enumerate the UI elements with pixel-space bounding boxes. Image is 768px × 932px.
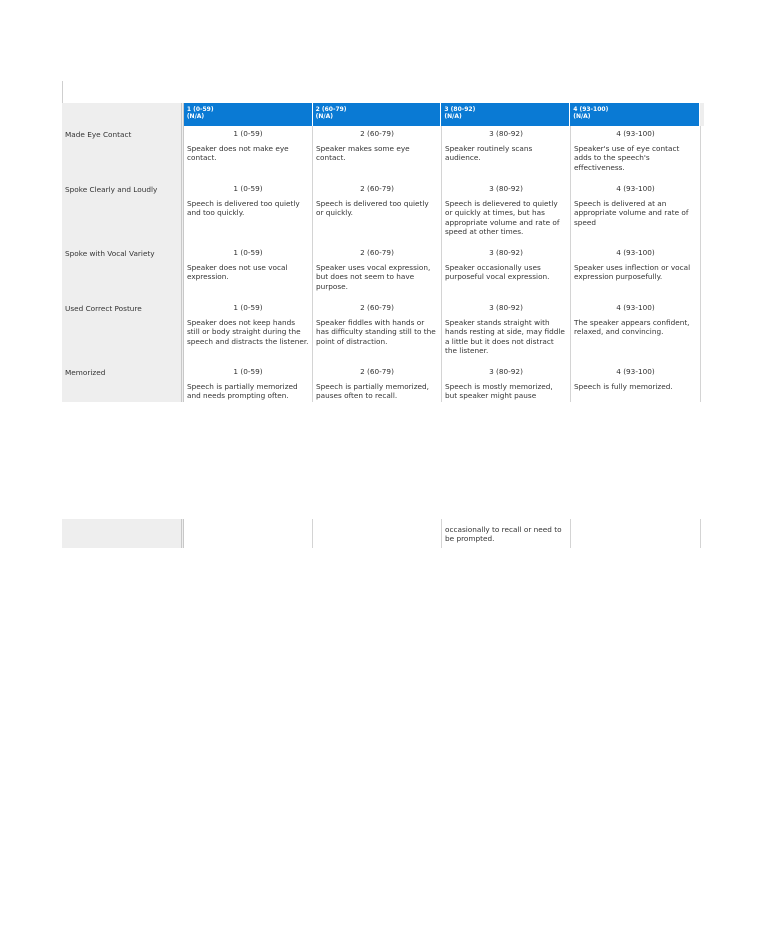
score-label: 4 (93-100) (616, 303, 655, 312)
cell-description: Speaker fiddles with hands or has difficulty standing still to the point of distraction. (316, 318, 436, 346)
header-row (62, 103, 704, 126)
score-label: 1 (0-59) (233, 129, 263, 138)
header-col-4: 4 (93-100) (N/A) (570, 103, 700, 126)
score-label: 3 (80-92) (489, 129, 523, 138)
rubric-cell (571, 126, 701, 181)
criterion-label: Spoke with Vocal Variety (62, 245, 184, 300)
table-row (62, 245, 704, 300)
cell-description: Speech is delivered at an appropriate volume and rate of speed (574, 199, 689, 227)
table-row (62, 519, 704, 548)
rubric-cell (313, 126, 442, 181)
cell-description: Speech is delivered too quietly or quickly. (316, 199, 429, 218)
score-label: 1 (0-59) (233, 303, 263, 312)
score-label: 2 (60-79) (360, 248, 394, 257)
header-corner (62, 103, 184, 126)
rubric-cell (313, 364, 442, 402)
rubric-cell (313, 519, 442, 548)
rubric-cell (184, 181, 313, 245)
rubric-cell (313, 245, 442, 300)
criterion-label: Used Correct Posture (62, 300, 184, 364)
rubric-table (62, 103, 704, 402)
score-label: 3 (80-92) (489, 303, 523, 312)
rubric-cell (442, 181, 571, 245)
table-row (62, 181, 704, 245)
table-row (62, 126, 704, 181)
rubric-cell (184, 519, 313, 548)
rubric-cell (184, 126, 313, 181)
rubric-cell (571, 181, 701, 245)
cell-description: Speech is mostly memorized, but speaker might pause (445, 382, 553, 401)
rubric-cell (184, 364, 313, 402)
cell-description: Speaker makes some eye contact. (316, 144, 410, 163)
cell-description: Speaker does not use vocal expression. (187, 263, 288, 282)
cell-description: Speaker occasionally uses purposeful vocal expression. (445, 263, 550, 282)
score-label: 3 (80-92) (489, 184, 523, 193)
score-label: 4 (93-100) (616, 129, 655, 138)
score-label: 1 (0-59) (233, 248, 263, 257)
cell-description: Speaker's use of eye contact adds to the speech's effectiveness. (574, 144, 680, 172)
rubric-cell (442, 519, 571, 548)
rubric-cell (313, 300, 442, 364)
rubric-cell (571, 519, 701, 548)
header-col-2: 2 (60-79) (N/A) (313, 103, 442, 126)
score-label: 1 (0-59) (233, 184, 263, 193)
score-label: 2 (60-79) (360, 184, 394, 193)
cell-description: Speaker does not make eye contact. (187, 144, 289, 163)
rubric-cell (571, 245, 701, 300)
score-label: 2 (60-79) (360, 303, 394, 312)
rubric-cell (571, 364, 701, 402)
criterion-label: Made Eye Contact (62, 126, 184, 181)
table-row (62, 300, 704, 364)
rubric-cell (442, 364, 571, 402)
cell-description: Speech is partially memorized, pauses often to recall. (316, 382, 429, 401)
rubric-cell (442, 300, 571, 364)
rubric-cell (442, 245, 571, 300)
rubric-cell (313, 181, 442, 245)
cell-description: Speaker routinely scans audience. (445, 144, 533, 163)
cell-description: Speech is fully memorized. (574, 382, 673, 391)
score-label: 4 (93-100) (616, 248, 655, 257)
score-label: 2 (60-79) (360, 129, 394, 138)
rubric-cell (442, 126, 571, 181)
score-label: 4 (93-100) (616, 184, 655, 193)
cell-description: The speaker appears confident, relaxed, and convincing. (574, 318, 690, 337)
header-col-3: 3 (80-92) (N/A) (441, 103, 570, 126)
cell-description: Speaker uses inflection or vocal expression purposefully. (574, 263, 691, 282)
cell-description: Speech is delievered to quietly or quickly at times, but has appropriate volume and rate of speed at other times. (445, 199, 560, 236)
header-col-1: 1 (0-59) (N/A) (184, 103, 313, 126)
criterion-label: Memorized (62, 364, 184, 402)
cell-description: Speech is delivered too quietly and too quickly. (187, 199, 300, 218)
score-label: 2 (60-79) (360, 367, 394, 376)
top-border-line (62, 81, 63, 103)
cell-description: Speaker uses vocal expression, but does not seem to have purpose. (316, 263, 431, 291)
rubric-cell (184, 245, 313, 300)
cell-description: Speaker does not keep hands still or body straight during the speech and distracts the listener. (187, 318, 309, 346)
rubric-cell (184, 300, 313, 364)
cell-description: Speech is partially memorized and needs prompting often. (187, 382, 298, 401)
score-label: 4 (93-100) (616, 367, 655, 376)
cell-description: occasionally to recall or need to be prompted. (445, 525, 562, 544)
rubric-table-continuation (62, 519, 704, 548)
criterion-label: Spoke Clearly and Loudly (62, 181, 184, 245)
score-label: 3 (80-92) (489, 367, 523, 376)
score-label: 1 (0-59) (233, 367, 263, 376)
table-row (62, 364, 704, 402)
criterion-label (62, 519, 184, 548)
score-label: 3 (80-92) (489, 248, 523, 257)
rubric-cell (571, 300, 701, 364)
cell-description: Speaker stands straight with hands resting at side, may fiddle a little but it does not distract the listener. (445, 318, 565, 355)
